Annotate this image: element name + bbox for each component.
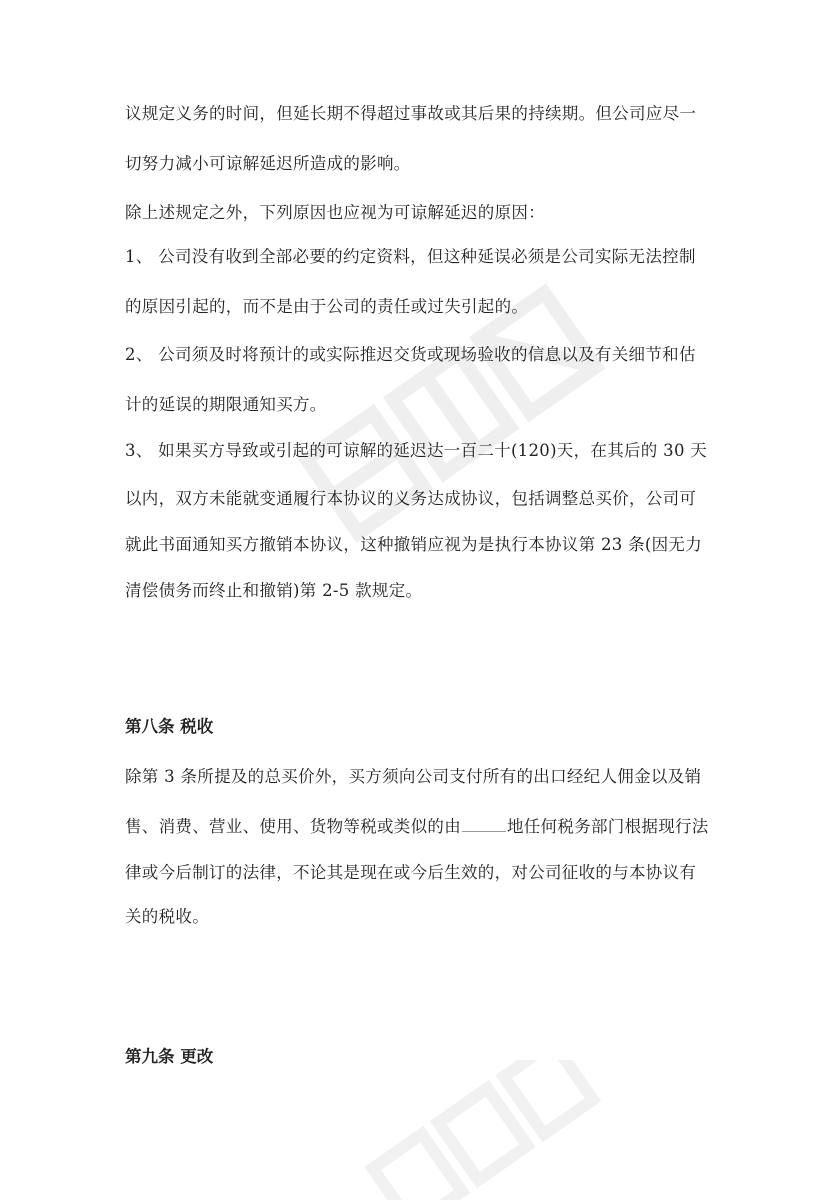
article-8-heading: 第八条 税收 [125,717,214,736]
list-item-3-line: 就此书面通知买方撤销本协议，这种撤销应视为是执行本协议第 23 条(因无力 [125,535,703,554]
body-text-line: 除上述规定之外，下列原因也应视为可谅解延迟的原因： [125,203,545,222]
list-item-2-line: 计的延误的期限通知买方。 [125,395,327,414]
article-8-text: 地任何税务部门根据现行法 [507,817,709,836]
article-8-text: 售、消费、营业、使用、货物等税或类似的由 [125,817,461,836]
article-8-line: 除第 3 条所提及的总买价外，买方须向公司支付所有的出口经纪人佣金以及销 [125,767,702,786]
article-8-line [125,816,715,838]
article-9-heading: 第九条 更改 [125,1047,214,1066]
fill-in-blank [462,817,506,832]
list-item-2-line: 2、 公司须及时将预计的或实际推迟交货或现场验收的信息以及有关细节和估 [125,345,696,364]
list-item-1-line: 1、 公司没有收到全部必要的约定资料，但这种延误必须是公司实际无法控制 [125,247,696,266]
body-text-line: 切努力减小可谅解延迟所造成的影响。 [125,154,411,173]
list-item-3-line: 3、 如果买方导致或引起的可谅解的延迟达一百二十(120)天，在其后的 30 天 [125,441,708,460]
article-8-line: 律或今后制订的法律，不论其是现在或今后生效的，对公司征收的与本协议有 [125,863,697,882]
list-item-1-line: 的原因引起的，而不是由于公司的责任或过失引起的。 [125,297,529,316]
list-item-3-line: 以内，双方未能就变通履行本协议的义务达成协议，包括调整总买价，公司可 [125,489,697,508]
list-item-3-line: 清偿债务而终止和撤销)第 2-5 款规定。 [125,581,423,600]
article-8-line: 关的税收。 [125,907,209,926]
body-text-line: 议规定义务的时间，但延长期不得超过事故或其后果的持续期。但公司应尽一 [125,104,697,123]
